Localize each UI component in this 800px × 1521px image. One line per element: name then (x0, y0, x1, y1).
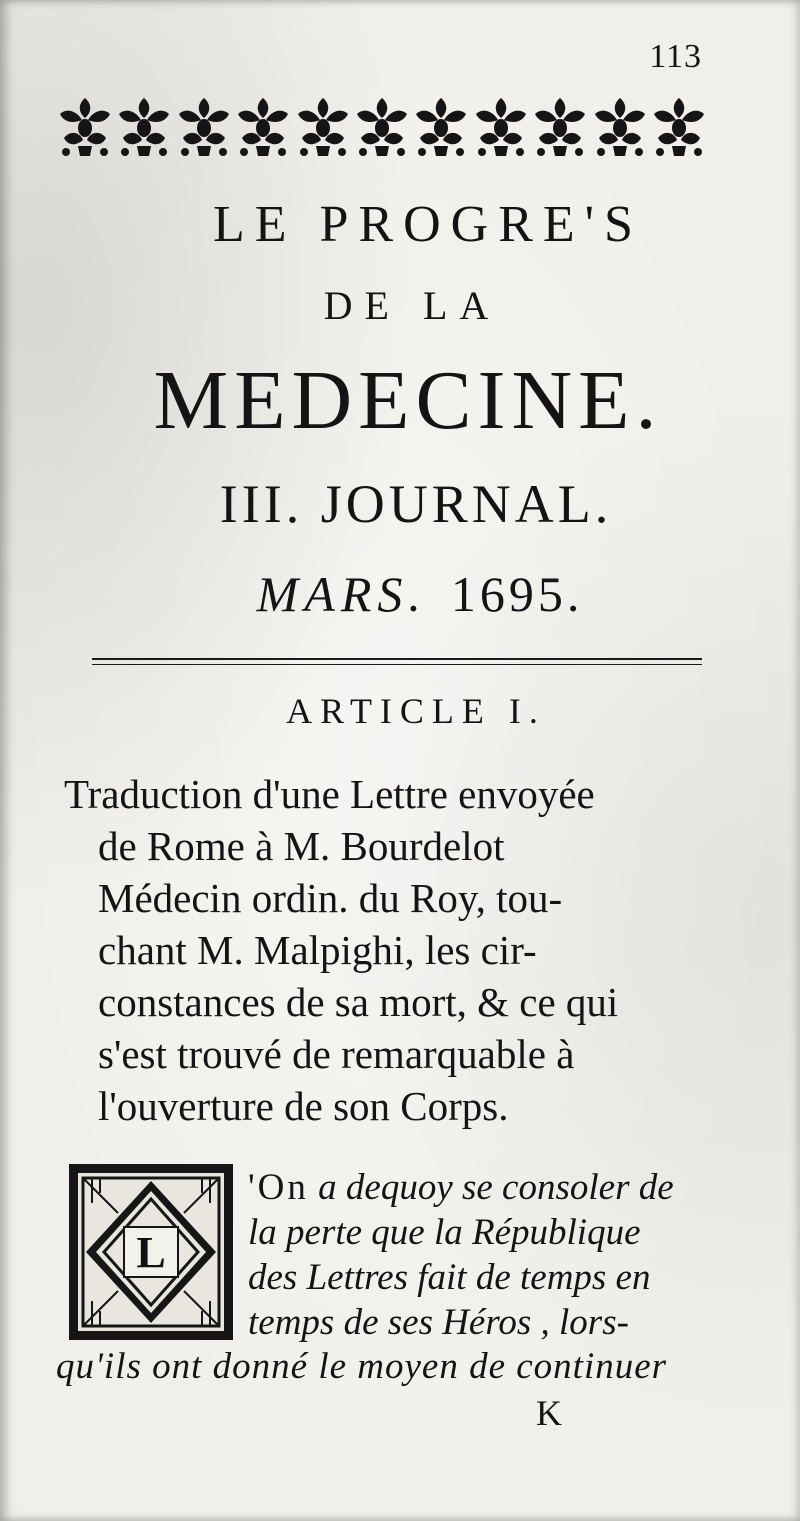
body-line (248, 1165, 718, 1210)
title-line-2: DE LA (323, 283, 501, 328)
page-number: 113 (649, 38, 702, 75)
floral-ornament-icon (175, 94, 233, 160)
body-line: temps de ses Héros , lors- (248, 1302, 629, 1343)
floral-ornament-icon (353, 94, 411, 160)
body-line: des Lettres fait de temps en (248, 1257, 651, 1298)
summary-line: l'ouverture de son Corps. (98, 1083, 509, 1129)
floral-ornament-icon (294, 94, 352, 160)
dropcap-initial (68, 1163, 234, 1341)
article-heading: ARTICLE I. (286, 691, 546, 731)
section-rule-thin (92, 664, 702, 665)
summary-line: constances de sa mort, & ce qui (98, 979, 619, 1025)
floral-ornament-icon (56, 94, 114, 160)
dropcap-letter: L (136, 1227, 166, 1277)
title-line-3: MEDECINE. (153, 354, 663, 447)
date-year: 1695. (450, 566, 584, 622)
summary-line: de Rome à M. Bourdelot (98, 823, 505, 869)
floral-ornament-icon (412, 94, 470, 160)
article-summary (64, 768, 716, 1132)
date-month: MARS. (256, 566, 427, 622)
floral-ornament-icon (531, 94, 589, 160)
ornament-band (56, 94, 708, 160)
summary-line: Médecin ordin. du Roy, tou- (98, 875, 563, 921)
publication-date (0, 565, 800, 623)
dropcap-frame-icon (68, 1163, 234, 1341)
floral-ornament-icon (472, 94, 530, 160)
body-opening-word: 'On (248, 1167, 309, 1208)
body-line: la perte que la République (248, 1212, 641, 1253)
article-body (248, 1165, 718, 1345)
signature-mark: K (536, 1393, 562, 1433)
floral-ornament-icon (650, 94, 708, 160)
section-rule (92, 658, 702, 660)
body-opening-rest: a dequoy se consoler de (318, 1167, 674, 1208)
body-continuation-line: qu'ils ont donné le moyen de continuer (56, 1346, 668, 1387)
floral-ornament-icon (591, 94, 649, 160)
floral-ornament-icon (115, 94, 173, 160)
summary-line: s'est trouvé de remarquable à (98, 1031, 575, 1077)
floral-ornament-icon (234, 94, 292, 160)
title-line-1: LE PROGRE'S (213, 196, 643, 253)
summary-line: chant M. Malpighi, les cir- (98, 927, 537, 973)
summary-line: Traduction d'une Lettre envoyée (64, 771, 595, 817)
title-line-4: III. JOURNAL. (219, 474, 613, 534)
